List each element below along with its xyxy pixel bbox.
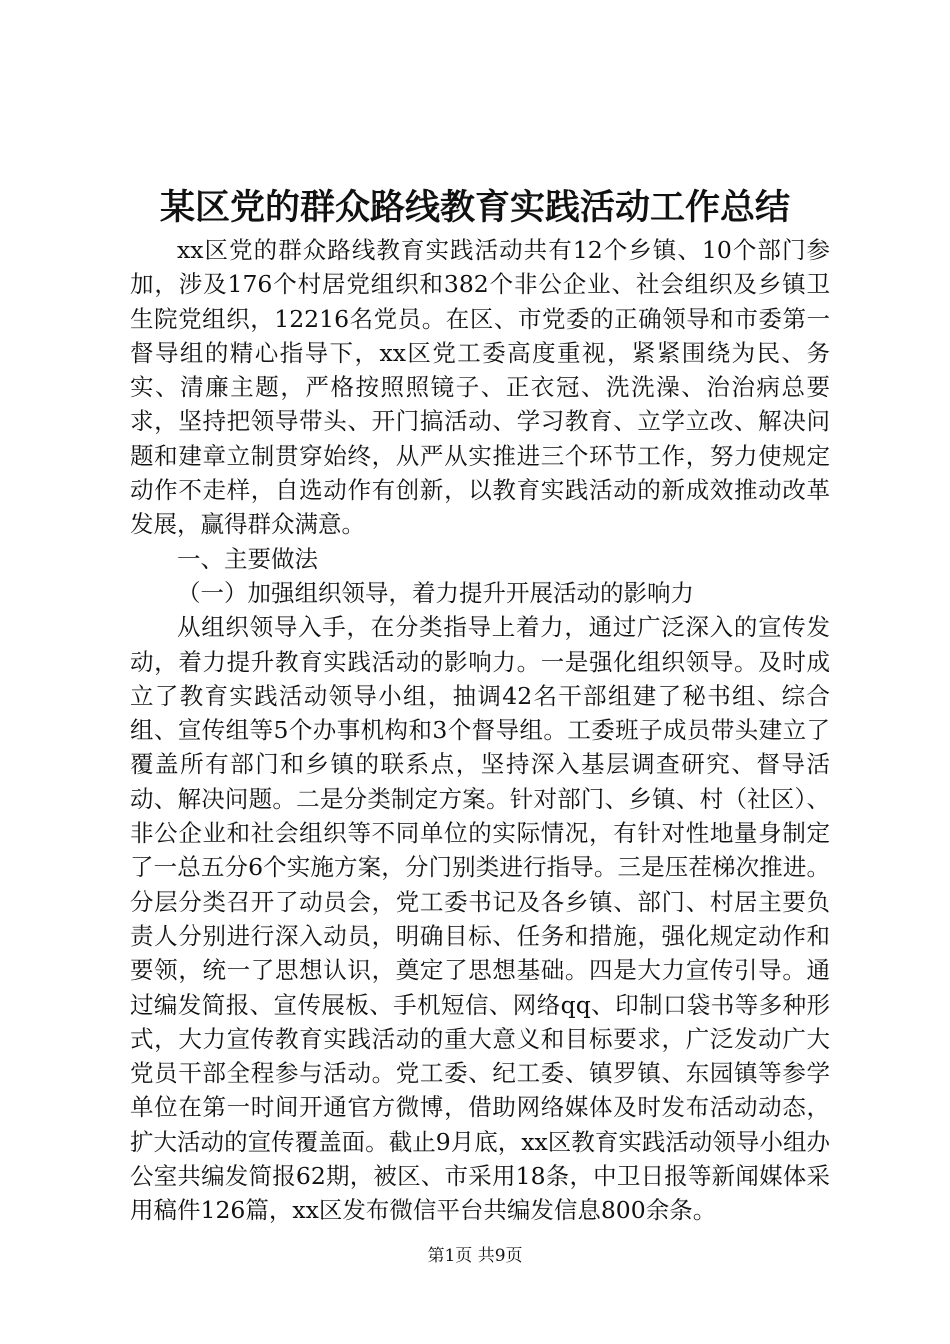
body-paragraph: 从组织领导入手，在分类指导上着力，通过广泛深入的宣传发动，着力提升教育实践活动的影响力。一是强化组织领导。及时成立了教育实践活动领导小组，抽调42名干部组建了秘书组、综合组、宣传组等5个办事机构和3个督导组。工委班子成员带头建立了覆盖所有部门和乡镇的联系点，坚持深入基层调查研究、督导活动、解决问题。二是分类制定方案。针对部门、乡镇、村（社区）、非公企业和社会组织等不同单位的实际情况，有针对性地量身制定了一总五分6个实施方案，分门别类进行指导。三是压茬梯次推进。分层分类召开了动员会，党工委书记及各乡镇、部门、村居主要负责人分别进行深入动员，明确目标、任务和措施，强化规定动作和要领，统一了思想认识，奠定了思想基础。四是大力宣传引导。通过编发简报、宣传展板、手机短信、网络qq、印制口袋书等多种形式，大力宣传教育实践活动的重大意义和目标要求，广泛发动广大党员干部全程参与活动。党工委、纪工委、镇罗镇、东园镇等参学单位在第一时间开通官方微博，借助网络媒体及时发布活动动态，扩大活动的宣传覆盖面。截止9月底，xx区教育实践活动领导小组办公室共编发简报62期，被区、市采用18条，中卫日报等新闻媒体采用稿件126篇，xx区发布微信平台共编发信息800余条。 xyxy=(130,613,830,1225)
intro-paragraph: xx区党的群众路线教育实践活动共有12个乡镇、10个部门参加，涉及176个村居党组织和382个非公企业、社会组织及乡镇卫生院党组织，12216名党员。在区、市党委的正确领导和市委第一督导组的精心指导下，xx区党工委高度重视，紧紧围绕为民、务实、清廉主题，严格按照照镜子、正衣冠、洗洗澡、治治病总要求，坚持把领导带头、开门搞活动、学习教育、立学立改、解决问题和建章立制贯穿始终，从严从实推进三个环节工作，努力使规定动作不走样，自选动作有创新，以教育实践活动的新成效推动改革发展，赢得群众满意。 xyxy=(130,236,830,539)
document-body xyxy=(130,233,830,1228)
document-title: 某区党的群众路线教育实践活动工作总结 xyxy=(159,187,790,228)
section-heading: 一、主要做法 xyxy=(177,544,318,573)
subsection-heading: （一）加强组织领导，着力提升开展活动的影响力 xyxy=(177,578,694,607)
page-footer: 第1页 共9页 xyxy=(427,1246,523,1266)
